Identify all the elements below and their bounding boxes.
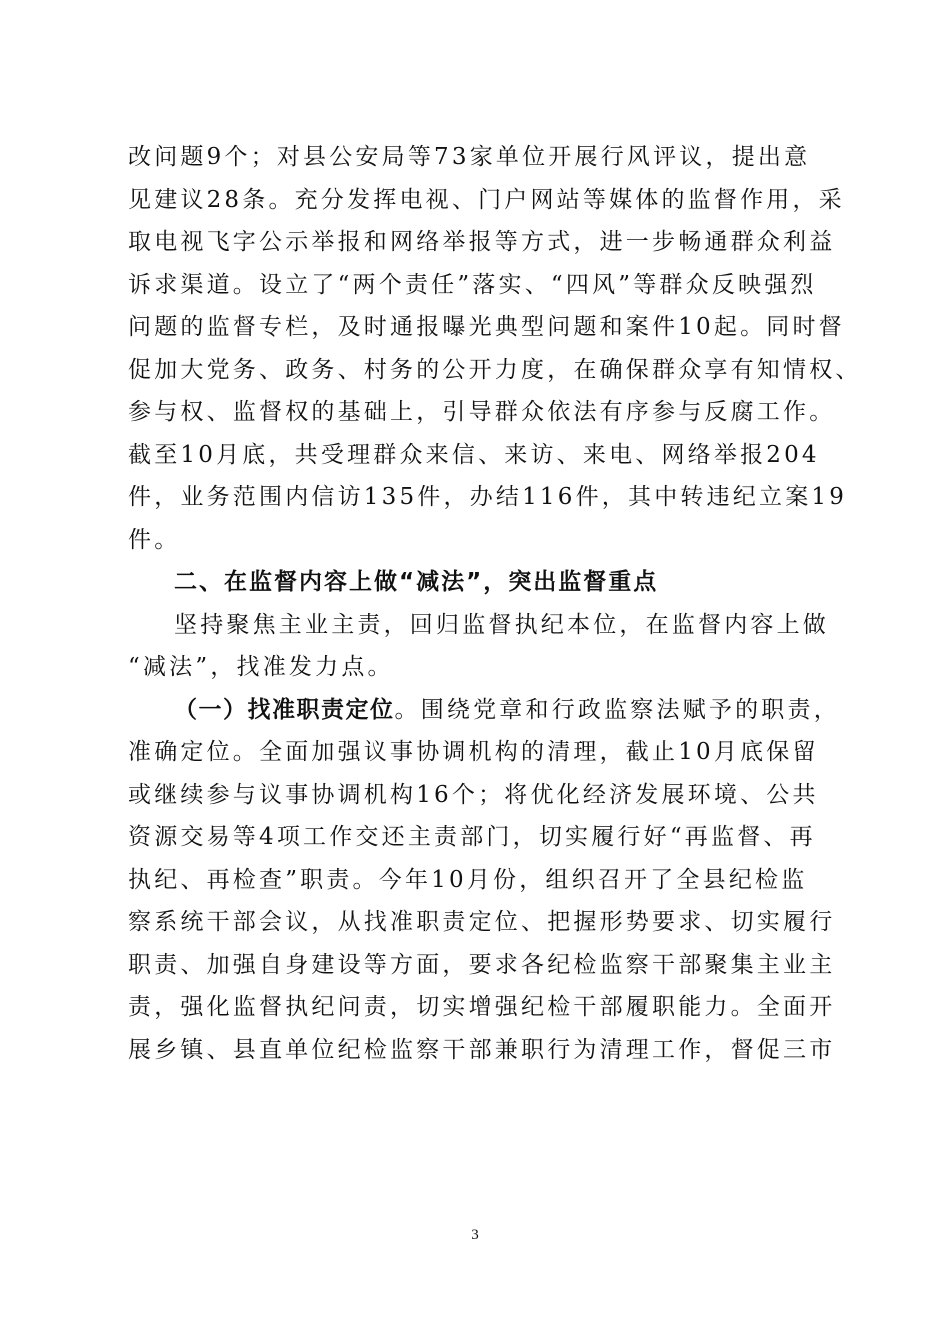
paragraph-line: 截至10月底，共受理群众来信、来访、来电、网络举报204: [128, 441, 820, 468]
page-number: 3: [471, 1227, 479, 1243]
paragraph-line: 职责、加强自身建设等方面，要求各纪检监察干部聚集主业主: [128, 951, 836, 978]
paragraph-line: 准确定位。全面加强议事协调机构的清理，截止10月底保留: [128, 739, 819, 765]
document-body: [128, 136, 862, 1071]
paragraph-line: 改问题9个；对县公安局等73家单位开展行风评议，提出意: [128, 144, 811, 170]
paragraph-line: 察系统干部会议，从找准职责定位、把握形势要求、切实履行: [128, 909, 836, 935]
paragraph-line: 问题的监督专栏，及时通报曝光典型问题和案件10起。同时督: [128, 314, 845, 340]
paragraph-line: 诉求渠道。设立了“两个责任”落实、“四风”等群众反映强烈: [128, 271, 817, 298]
paragraph-line: 坚持聚焦主业主责，回归监督执纪本位，在监督内容上做: [174, 611, 829, 638]
paragraph-line: 见建议28条。充分发挥电视、门户网站等媒体的监督作用，采: [128, 186, 845, 213]
subsection-first-line: [128, 689, 840, 732]
paragraph-line: 参与权、监督权的基础上，引导群众依法有序参与反腐工作。: [128, 399, 836, 425]
paragraph-line: 取电视飞字公示举报和网络举报等方式，进一步畅通群众利益: [128, 229, 836, 255]
paragraph-line: 件，业务范围内信访135件，办结116件，其中转违纪立案19: [128, 484, 848, 510]
paragraph-line: 展乡镇、县直单位纪检监察干部兼职行为清理工作，督促三市: [128, 1036, 836, 1063]
subsection-title: （一）找准职责定位: [174, 696, 395, 723]
paragraph-line: 责，强化监督执纪问责，切实增强纪检干部履职能力。全面开: [128, 994, 836, 1020]
paragraph-line: 件。: [128, 526, 181, 553]
paragraph-line: 执纪、再检查”职责。今年10月份，组织召开了全县纪检监: [128, 866, 808, 893]
paragraph-line: “减法”，找准发力点。: [128, 654, 394, 680]
section-heading: 二、在监督内容上做“减法”，突出监督重点: [174, 569, 659, 595]
paragraph-line: 或继续参与议事协调机构16个；将优化经济发展环境、公共: [128, 781, 819, 808]
paragraph-line: 资源交易等4项工作交还主责部门，切实履行好“再监督、再: [128, 824, 816, 850]
paragraph-line: 促加大党务、政务、村务的公开力度，在确保群众享有知情权、: [128, 356, 862, 383]
subsection-first-line-rest: 。围绕党章和行政监察法赋予的职责，: [394, 696, 840, 723]
